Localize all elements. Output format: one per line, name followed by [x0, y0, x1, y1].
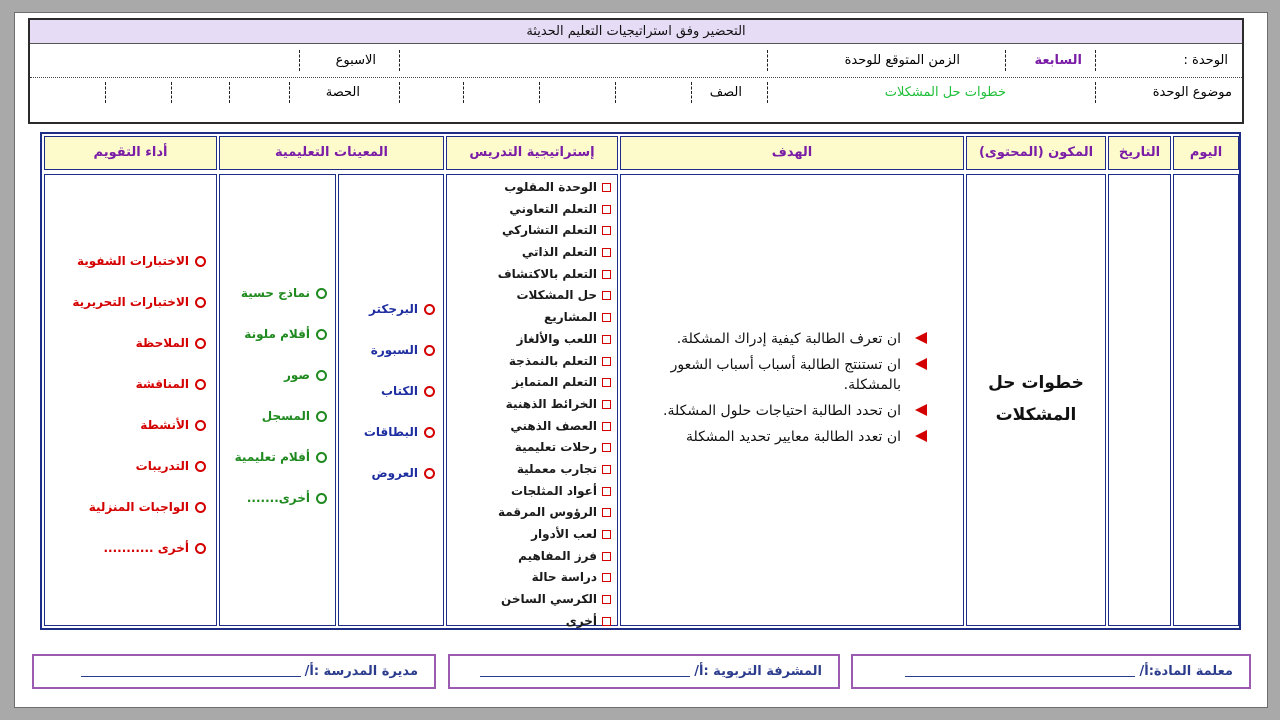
goal-item: ان تعدد الطالبة معايير تحديد المشكلة — [627, 427, 927, 447]
class-label: الصف — [709, 85, 742, 100]
checkbox-icon[interactable] — [602, 508, 611, 517]
divider — [299, 50, 300, 71]
checkbox-icon[interactable] — [602, 552, 611, 561]
divider — [1005, 50, 1006, 71]
content-text: خطوات حل المشكلات — [988, 373, 1084, 425]
supervisor-signature-box — [448, 654, 840, 689]
assessment-list — [72, 251, 206, 579]
checkbox-icon[interactable] — [602, 357, 611, 366]
divider — [615, 82, 616, 103]
strategy-item: دراسة حالة — [498, 567, 611, 589]
aid-device-item: البرجكتر — [364, 299, 435, 340]
divider — [767, 50, 768, 71]
unit-label: الوحدة : — [1183, 53, 1228, 68]
divider — [289, 82, 290, 103]
expected-time-label: الزمن المتوقع للوحدة — [844, 53, 960, 68]
radio-circle-icon[interactable] — [316, 329, 327, 340]
aid-material-item: أخرى....... — [235, 488, 327, 529]
assessment-item: الاختبارات التحريرية — [72, 292, 206, 333]
checkbox-icon[interactable] — [602, 291, 611, 300]
divider — [1095, 50, 1096, 71]
aids-devices-list — [364, 299, 435, 504]
strategy-item: تجارب معملية — [498, 459, 611, 481]
strategy-item: التعلم بالاكتشاف — [498, 264, 611, 286]
aid-material-item: صور — [235, 365, 327, 406]
divider — [1095, 82, 1096, 103]
strategy-item: التعلم التعاوني — [498, 199, 611, 221]
goal-list — [627, 329, 927, 453]
divider — [105, 82, 106, 103]
arrow-icon — [915, 358, 927, 370]
aid-material-item: أقلام ملونة — [235, 324, 327, 365]
divider — [399, 50, 400, 71]
goal-item: ان تستنتج الطالبة أسباب أسباب الشعور بالمشكلة. — [627, 355, 927, 395]
strategy-item: فرز المفاهيم — [498, 546, 611, 568]
cell-date — [1108, 174, 1171, 626]
radio-circle-icon[interactable] — [316, 370, 327, 381]
supervisor-signature-label: المشرفة التربوية :أ/ — [694, 664, 822, 679]
header-date: التاريخ — [1108, 136, 1171, 170]
divider — [539, 82, 540, 103]
aid-material-item: أفلام تعليمية — [235, 447, 327, 488]
checkbox-icon[interactable] — [602, 378, 611, 387]
cell-goals — [620, 174, 964, 626]
unit-value: السابعة — [1034, 53, 1082, 68]
cell-assessment — [44, 174, 217, 626]
arrow-icon — [915, 430, 927, 442]
aid-device-item: الكتاب — [364, 381, 435, 422]
assessment-item: أخرى ........... — [72, 538, 206, 579]
divider — [229, 82, 230, 103]
assessment-item: المناقشة — [72, 374, 206, 415]
header-content: المكون (المحتوى) — [966, 136, 1106, 170]
strategy-item: اللعب والألغاز — [498, 329, 611, 351]
cell-aids-devices — [338, 174, 444, 626]
divider — [171, 82, 172, 103]
assessment-item: الأنشطة — [72, 415, 206, 456]
assessment-item: التدريبات — [72, 456, 206, 497]
radio-circle-icon[interactable] — [195, 502, 206, 513]
cell-strategies — [446, 174, 618, 626]
lesson-header — [28, 18, 1244, 124]
checkbox-icon[interactable] — [602, 226, 611, 235]
strategy-item: أخرى — [498, 611, 611, 633]
radio-circle-icon[interactable] — [195, 297, 206, 308]
strategy-item: الوحدة المقلوب — [498, 177, 611, 199]
checkbox-icon[interactable] — [602, 270, 611, 279]
checkbox-icon[interactable] — [602, 617, 611, 626]
goal-item: ان تحدد الطالبة احتياجات حلول المشكلة. — [627, 401, 927, 421]
teacher-signature-label: معلمة المادة:أ/ — [1139, 664, 1233, 679]
strategy-item: التعلم بالنمذجة — [498, 351, 611, 373]
checkbox-icon[interactable] — [602, 183, 611, 192]
aids-materials-list — [235, 283, 327, 529]
aid-device-item: العروض — [364, 463, 435, 504]
checkbox-icon[interactable] — [602, 422, 611, 431]
radio-circle-icon[interactable] — [424, 468, 435, 479]
principal-signature-label: مديرة المدرسة :أ/ — [304, 664, 418, 679]
checkbox-icon[interactable] — [602, 313, 611, 322]
radio-circle-icon[interactable] — [424, 345, 435, 356]
arrow-icon — [915, 332, 927, 344]
radio-circle-icon[interactable] — [316, 411, 327, 422]
header-strategy: إستراتيجية التدريس — [446, 136, 618, 170]
header-row-unit — [30, 46, 1242, 75]
strategy-item: الخرائط الذهنية — [498, 394, 611, 416]
divider — [463, 82, 464, 103]
radio-circle-icon[interactable] — [195, 338, 206, 349]
assessment-item: الاختبارات الشفوية — [72, 251, 206, 292]
lesson-plan-table — [40, 132, 1241, 630]
assessment-item: الواجبات المنزلية — [72, 497, 206, 538]
unit-topic-value: خطوات حل المشكلات — [884, 85, 1006, 100]
checkbox-icon[interactable] — [602, 205, 611, 214]
aid-device-item: البطاقات — [364, 422, 435, 463]
checkbox-icon[interactable] — [602, 400, 611, 409]
radio-circle-icon[interactable] — [195, 420, 206, 431]
header-goal: الهدف — [620, 136, 964, 170]
goal-item: ان تعرف الطالبة كيفية إدراك المشكلة. — [627, 329, 927, 349]
strategy-item: حل المشكلات — [498, 285, 611, 307]
teacher-signature-box — [851, 654, 1251, 689]
page-title: التحضير وفق استراتيجيات التعليم الحديثة — [30, 20, 1242, 44]
cell-day — [1173, 174, 1239, 626]
principal-signature-box — [32, 654, 436, 689]
header-aids: المعينات التعليمية — [219, 136, 444, 170]
radio-circle-icon[interactable] — [195, 543, 206, 554]
checkbox-icon[interactable] — [602, 573, 611, 582]
strategy-list — [498, 177, 611, 632]
strategy-item: المشاريع — [498, 307, 611, 329]
strategy-item: التعلم المتمايز — [498, 372, 611, 394]
strategy-item: التعلم الذاتي — [498, 242, 611, 264]
strategy-item: أعواد المثلجات — [498, 481, 611, 503]
radio-circle-icon[interactable] — [316, 452, 327, 463]
divider — [767, 82, 768, 103]
aid-material-item: نماذج حسية — [235, 283, 327, 324]
header-row-topic — [30, 77, 1242, 106]
checkbox-icon[interactable] — [602, 530, 611, 539]
strategy-item: الكرسي الساخن — [498, 589, 611, 611]
strategy-item: التعلم التشاركي — [498, 220, 611, 242]
radio-circle-icon[interactable] — [195, 461, 206, 472]
unit-topic-label: موضوع الوحدة — [1152, 85, 1232, 100]
strategy-item: العصف الذهني — [498, 416, 611, 438]
checkbox-icon[interactable] — [602, 248, 611, 257]
strategy-item: رحلات تعليمية — [498, 437, 611, 459]
signature-line — [905, 667, 1135, 677]
cell-content — [966, 174, 1106, 626]
signature-line — [81, 667, 301, 677]
assessment-item: الملاحظة — [72, 333, 206, 374]
header-day: اليوم — [1173, 136, 1239, 170]
radio-circle-icon[interactable] — [195, 379, 206, 390]
radio-circle-icon[interactable] — [316, 288, 327, 299]
aid-device-item: السبورة — [364, 340, 435, 381]
period-label: الحصة — [325, 85, 360, 100]
checkbox-icon[interactable] — [602, 595, 611, 604]
divider — [691, 82, 692, 103]
checkbox-icon[interactable] — [602, 335, 611, 344]
radio-circle-icon[interactable] — [195, 256, 206, 267]
signature-line — [480, 667, 690, 677]
cell-aids-materials — [219, 174, 336, 626]
radio-circle-icon[interactable] — [424, 304, 435, 315]
divider — [399, 82, 400, 103]
arrow-icon — [915, 404, 927, 416]
strategy-item: لعب الأدوار — [498, 524, 611, 546]
checkbox-icon[interactable] — [602, 465, 611, 474]
aid-material-item: المسجل — [235, 406, 327, 447]
radio-circle-icon[interactable] — [424, 386, 435, 397]
header-assessment: أداء التقويم — [44, 136, 217, 170]
radio-circle-icon[interactable] — [424, 427, 435, 438]
strategy-item: الرؤوس المرقمة — [498, 502, 611, 524]
checkbox-icon[interactable] — [602, 443, 611, 452]
checkbox-icon[interactable] — [602, 487, 611, 496]
radio-circle-icon[interactable] — [316, 493, 327, 504]
week-label: الاسبوع — [335, 53, 376, 68]
